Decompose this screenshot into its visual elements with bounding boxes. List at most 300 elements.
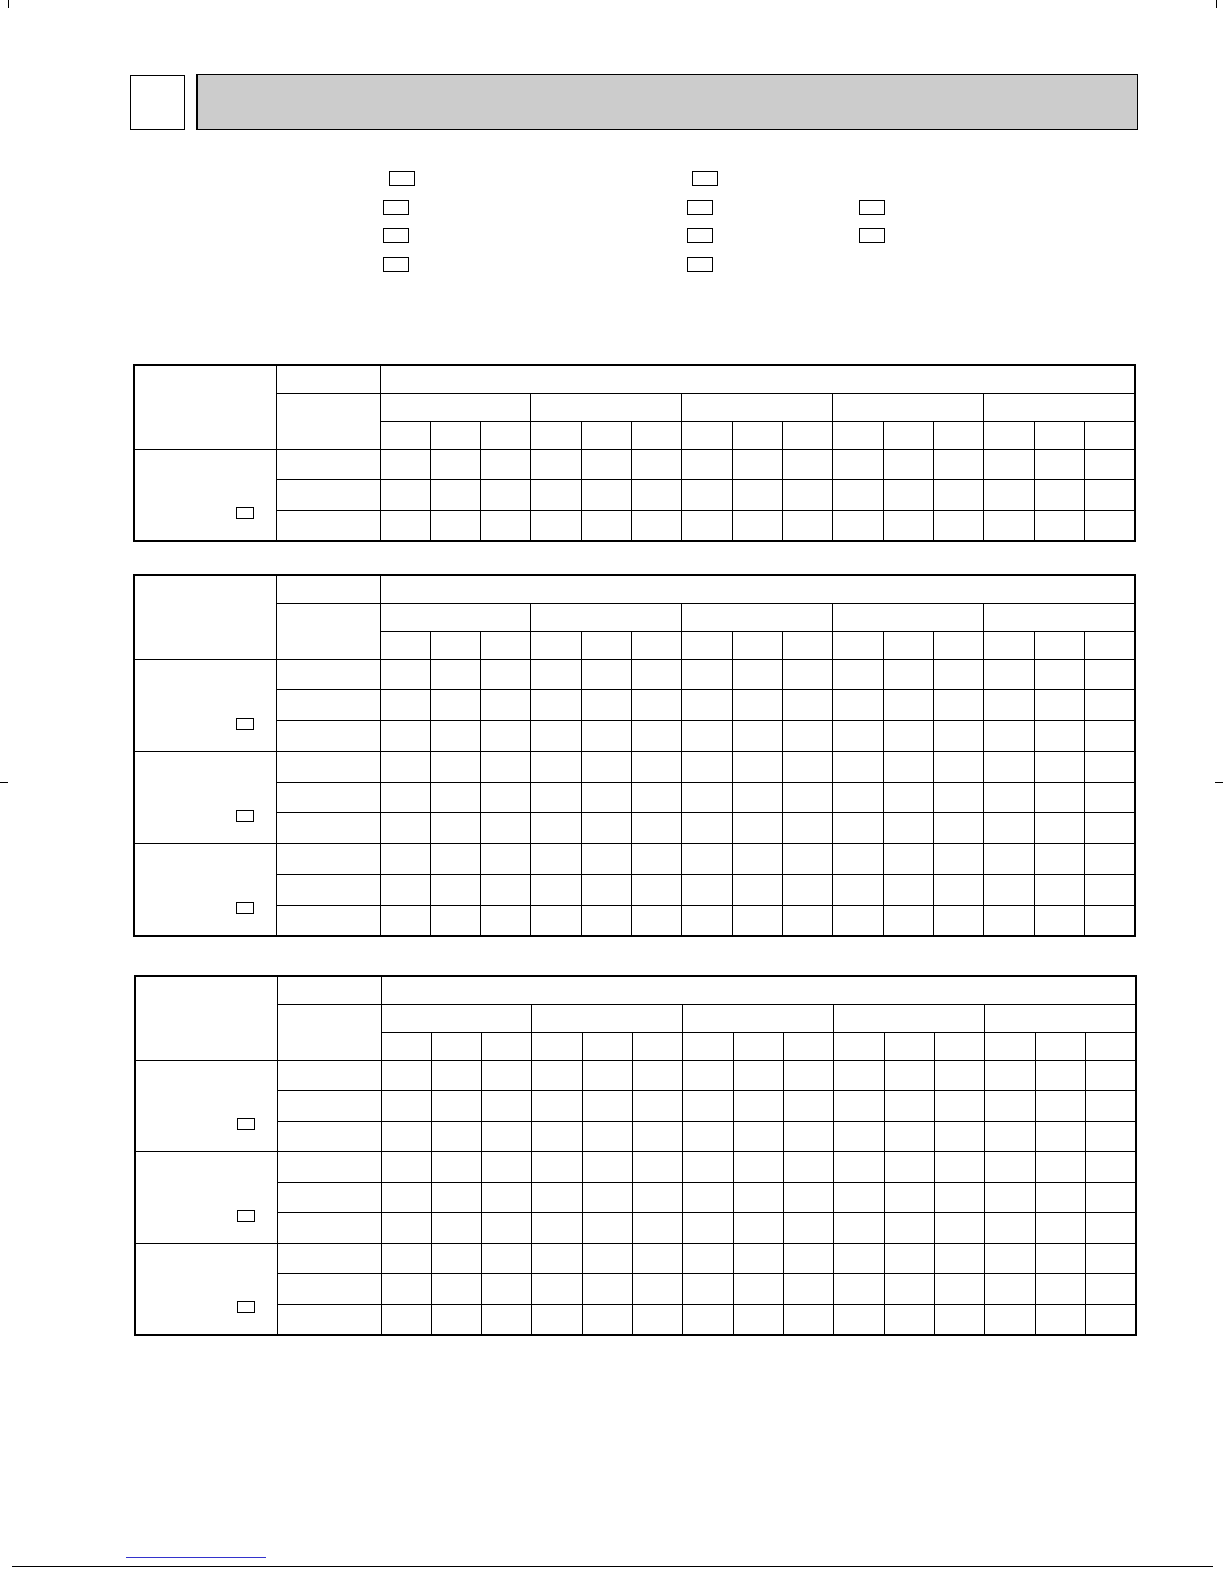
table-cell — [934, 875, 984, 906]
table-cell — [632, 721, 682, 752]
table-cell — [935, 1213, 985, 1244]
table-cell — [581, 721, 631, 752]
table-cell — [1034, 510, 1084, 541]
table-cell — [834, 1121, 884, 1152]
table-cell — [582, 1060, 632, 1091]
table-row — [134, 480, 1135, 511]
table-cell — [380, 844, 430, 875]
table-cell — [1034, 690, 1084, 721]
table-cell — [833, 690, 883, 721]
table-cell — [380, 659, 430, 690]
table-cell — [784, 1152, 834, 1183]
table-cell — [834, 1152, 884, 1183]
table-cell — [431, 1152, 481, 1183]
column-header — [431, 1032, 481, 1060]
table-cell — [733, 1091, 783, 1122]
table-cell — [682, 449, 732, 480]
table-cell — [633, 1091, 683, 1122]
table-cell — [783, 659, 833, 690]
table-cell — [582, 1152, 632, 1183]
row-group-label — [135, 1152, 277, 1244]
table-cell — [984, 510, 1034, 541]
table-cell — [1034, 813, 1084, 844]
table-cell — [733, 1152, 783, 1183]
column-header — [732, 631, 782, 659]
table-cell — [482, 1182, 532, 1213]
table-cell — [430, 721, 480, 752]
column-header — [381, 1032, 431, 1060]
table-cell — [683, 1182, 733, 1213]
table-cell — [732, 510, 782, 541]
table-cell — [1035, 1182, 1085, 1213]
table-cell — [883, 659, 933, 690]
table-row — [135, 1243, 1136, 1274]
table-cell — [984, 480, 1034, 511]
table-cell — [1085, 721, 1135, 752]
table-cell — [531, 844, 581, 875]
table-cell — [482, 1121, 532, 1152]
row-label — [276, 480, 380, 511]
table-cell — [833, 875, 883, 906]
group-marker-box — [237, 1301, 255, 1313]
table-cell — [834, 1274, 884, 1305]
table-cell — [632, 782, 682, 813]
table-cell — [833, 844, 883, 875]
table-cell — [1085, 751, 1135, 782]
column-header — [934, 421, 984, 449]
column-header — [833, 631, 883, 659]
row-label — [277, 1060, 381, 1091]
row-label — [276, 844, 380, 875]
header-label-cell — [276, 393, 380, 449]
column-group-header — [683, 1004, 834, 1032]
column-group-header — [381, 1004, 532, 1032]
table-cell — [732, 875, 782, 906]
table-cell — [833, 480, 883, 511]
column-group-header — [531, 393, 682, 421]
column-header — [1086, 1032, 1136, 1060]
legend-box — [687, 200, 713, 215]
table-row — [134, 721, 1135, 752]
table-cell — [733, 1060, 783, 1091]
table-cell — [1085, 480, 1135, 511]
table-cell — [833, 751, 883, 782]
table-cell — [883, 690, 933, 721]
table-cell — [582, 1121, 632, 1152]
table-cell — [532, 1091, 582, 1122]
table-cell — [633, 1152, 683, 1183]
table-cell — [531, 659, 581, 690]
table-cell — [582, 1213, 632, 1244]
table-cell — [633, 1304, 683, 1335]
legend-box — [389, 171, 415, 186]
table-cell — [380, 449, 430, 480]
table-cell — [783, 721, 833, 752]
column-header — [883, 421, 933, 449]
table-row — [134, 844, 1135, 875]
column-header — [582, 1032, 632, 1060]
table-cell — [682, 659, 732, 690]
table-cell — [632, 690, 682, 721]
table-cell — [683, 1060, 733, 1091]
column-header — [531, 421, 581, 449]
table-cell — [381, 1213, 431, 1244]
table-cell — [883, 875, 933, 906]
table-cell — [1034, 782, 1084, 813]
table-cell — [784, 1060, 834, 1091]
table-cell — [380, 480, 430, 511]
table-cell — [884, 1213, 934, 1244]
table-cell — [1034, 659, 1084, 690]
table-cell — [481, 690, 531, 721]
table-cell — [682, 751, 732, 782]
table-cell — [784, 1091, 834, 1122]
table-cell — [381, 1182, 431, 1213]
table-cell — [783, 751, 833, 782]
table-cell — [984, 449, 1034, 480]
column-header — [430, 421, 480, 449]
table-cell — [683, 1091, 733, 1122]
table-cell — [732, 844, 782, 875]
legend-box — [692, 171, 718, 186]
legend-box — [859, 200, 885, 215]
table-cell — [884, 1304, 934, 1335]
row-label — [276, 751, 380, 782]
row-label — [277, 1243, 381, 1274]
table-cell — [732, 659, 782, 690]
table-cell — [883, 449, 933, 480]
table-cell — [430, 690, 480, 721]
header-label-cell — [277, 1004, 381, 1060]
table-cell — [984, 721, 1034, 752]
table-cell — [1085, 690, 1135, 721]
table-cell — [784, 1243, 834, 1274]
table-row — [134, 690, 1135, 721]
table-cell — [883, 510, 933, 541]
table-cell — [783, 782, 833, 813]
row-label — [276, 690, 380, 721]
table-row — [135, 1060, 1136, 1091]
table-cell — [381, 1060, 431, 1091]
table-cell — [430, 480, 480, 511]
legend-box — [383, 200, 409, 215]
table-cell — [1086, 1152, 1136, 1183]
table-cell — [380, 751, 430, 782]
table-row — [134, 905, 1135, 936]
table-cell — [632, 659, 682, 690]
header-span-cell — [380, 365, 1135, 393]
table-cell — [581, 844, 631, 875]
table-cell — [935, 1182, 985, 1213]
table-cell — [481, 659, 531, 690]
table-cell — [633, 1182, 683, 1213]
table-cell — [732, 449, 782, 480]
table-cell — [883, 813, 933, 844]
table-row — [134, 782, 1135, 813]
table-cell — [481, 480, 531, 511]
table-cell — [481, 449, 531, 480]
column-header — [732, 421, 782, 449]
table-cell — [833, 721, 883, 752]
table-cell — [733, 1304, 783, 1335]
table-cell — [683, 1213, 733, 1244]
table-cell — [531, 813, 581, 844]
table-cell — [1085, 905, 1135, 936]
table-cell — [1035, 1060, 1085, 1091]
group-marker-box — [237, 1210, 255, 1222]
table-cell — [732, 782, 782, 813]
table-cell — [834, 1091, 884, 1122]
table-cell — [431, 1274, 481, 1305]
table-row — [135, 1121, 1136, 1152]
table-row — [134, 751, 1135, 782]
table-cell — [430, 844, 480, 875]
crop-mark — [1216, 0, 1217, 8]
table-cell — [482, 1274, 532, 1305]
table-cell — [481, 875, 531, 906]
table-cell — [532, 1060, 582, 1091]
table-cell — [581, 905, 631, 936]
column-header — [683, 1032, 733, 1060]
table-row — [134, 813, 1135, 844]
legend-box — [383, 228, 409, 243]
table-cell — [783, 844, 833, 875]
table-row — [135, 1182, 1136, 1213]
table-row — [134, 659, 1135, 690]
column-header — [632, 421, 682, 449]
column-header — [833, 421, 883, 449]
table-cell — [632, 813, 682, 844]
table-cell — [984, 905, 1034, 936]
table-cell — [430, 905, 480, 936]
table-cell — [430, 449, 480, 480]
table-cell — [1034, 721, 1084, 752]
column-header — [984, 631, 1034, 659]
table-cell — [581, 813, 631, 844]
table-cell — [633, 1213, 683, 1244]
table-cell — [1086, 1213, 1136, 1244]
row-label — [276, 905, 380, 936]
table-row — [134, 510, 1135, 541]
column-header — [633, 1032, 683, 1060]
table-cell — [431, 1182, 481, 1213]
table-cell — [532, 1121, 582, 1152]
table-cell — [431, 1304, 481, 1335]
header-span-cell — [381, 976, 1136, 1004]
legend-box — [687, 257, 713, 272]
column-header — [532, 1032, 582, 1060]
table-cell — [1034, 449, 1084, 480]
column-header — [380, 421, 430, 449]
table-cell — [1086, 1304, 1136, 1335]
table-cell — [883, 721, 933, 752]
row-group-label — [134, 449, 276, 541]
table-cell — [633, 1121, 683, 1152]
table-cell — [934, 510, 984, 541]
table-cell — [784, 1274, 834, 1305]
table-cell — [683, 1121, 733, 1152]
column-header — [985, 1032, 1035, 1060]
header-span-cell — [380, 575, 1135, 603]
table-cell — [581, 480, 631, 511]
table-cell — [380, 813, 430, 844]
table-row — [135, 1091, 1136, 1122]
table-2 — [133, 574, 1136, 937]
table-cell — [985, 1304, 1035, 1335]
row-label — [277, 1304, 381, 1335]
table-cell — [732, 751, 782, 782]
table-cell — [934, 480, 984, 511]
row-group-label — [135, 1243, 277, 1335]
column-header — [884, 1032, 934, 1060]
table-cell — [934, 813, 984, 844]
table-cell — [984, 813, 1034, 844]
table-cell — [985, 1274, 1035, 1305]
table-cell — [732, 813, 782, 844]
group-marker-box — [237, 1118, 255, 1130]
footer-rule — [12, 1566, 1213, 1567]
table-cell — [481, 782, 531, 813]
group-marker-box — [236, 902, 254, 914]
row-group-label — [134, 844, 276, 936]
table-cell — [1086, 1243, 1136, 1274]
table-cell — [1085, 782, 1135, 813]
row-label — [276, 449, 380, 480]
table-cell — [632, 480, 682, 511]
table-cell — [984, 690, 1034, 721]
table-cell — [531, 480, 581, 511]
table-cell — [883, 751, 933, 782]
table-cell — [934, 659, 984, 690]
table-row — [135, 1152, 1136, 1183]
table-cell — [381, 1152, 431, 1183]
table-cell — [581, 875, 631, 906]
section-number-box — [130, 75, 185, 130]
table-cell — [784, 1213, 834, 1244]
table-cell — [934, 905, 984, 936]
column-group-header — [682, 393, 833, 421]
table-cell — [683, 1274, 733, 1305]
table-cell — [581, 690, 631, 721]
table-cell — [531, 905, 581, 936]
table-cell — [1035, 1152, 1085, 1183]
table-cell — [582, 1243, 632, 1274]
table-cell — [884, 1121, 934, 1152]
table-cell — [531, 782, 581, 813]
table-cell — [934, 782, 984, 813]
table-cell — [833, 659, 883, 690]
row-label — [276, 875, 380, 906]
table-1 — [133, 364, 1136, 542]
column-header — [1085, 631, 1135, 659]
column-group-header — [833, 603, 984, 631]
table-cell — [784, 1182, 834, 1213]
table-cell — [884, 1274, 934, 1305]
table-cell — [1034, 844, 1084, 875]
table-cell — [481, 844, 531, 875]
column-header — [733, 1032, 783, 1060]
table-cell — [431, 1243, 481, 1274]
table-cell — [481, 813, 531, 844]
table-cell — [985, 1182, 1035, 1213]
table-cell — [1086, 1121, 1136, 1152]
table-cell — [883, 844, 933, 875]
table-cell — [984, 782, 1034, 813]
table-cell — [934, 690, 984, 721]
table-cell — [1086, 1182, 1136, 1213]
table-cell — [430, 510, 480, 541]
table-cell — [1085, 813, 1135, 844]
table-cell — [1034, 905, 1084, 936]
table-cell — [682, 480, 732, 511]
table-cell — [834, 1060, 884, 1091]
table-cell — [430, 875, 480, 906]
table-cell — [884, 1060, 934, 1091]
column-header — [581, 631, 631, 659]
table-cell — [532, 1304, 582, 1335]
table-cell — [833, 813, 883, 844]
column-header — [934, 631, 984, 659]
table-cell — [985, 1121, 1035, 1152]
table-cell — [431, 1060, 481, 1091]
table-cell — [884, 1152, 934, 1183]
table-cell — [633, 1243, 683, 1274]
table-cell — [1035, 1091, 1085, 1122]
table-cell — [482, 1213, 532, 1244]
table-cell — [934, 721, 984, 752]
row-label — [277, 1152, 381, 1183]
group-marker-box — [236, 718, 254, 730]
group-marker-box — [236, 507, 254, 519]
table-cell — [732, 721, 782, 752]
footer-link[interactable] — [126, 1557, 266, 1558]
table-cell — [381, 1304, 431, 1335]
table-cell — [733, 1243, 783, 1274]
table-cell — [935, 1304, 985, 1335]
table-cell — [430, 813, 480, 844]
table-cell — [984, 659, 1034, 690]
table-cell — [985, 1152, 1035, 1183]
table-cell — [481, 751, 531, 782]
table-cell — [582, 1182, 632, 1213]
column-header — [784, 1032, 834, 1060]
column-group-header — [984, 603, 1135, 631]
table-cell — [783, 480, 833, 511]
table-cell — [381, 1091, 431, 1122]
column-group-header — [380, 393, 531, 421]
table-cell — [581, 510, 631, 541]
table-cell — [430, 751, 480, 782]
row-label — [277, 1182, 381, 1213]
table-cell — [1085, 659, 1135, 690]
table-3 — [134, 975, 1137, 1336]
table-cell — [531, 690, 581, 721]
table-row — [135, 1304, 1136, 1335]
table-cell — [482, 1091, 532, 1122]
table-cell — [883, 905, 933, 936]
table-cell — [784, 1304, 834, 1335]
table-cell — [481, 905, 531, 936]
table-cell — [380, 782, 430, 813]
column-header — [1034, 421, 1084, 449]
table-cell — [834, 1304, 884, 1335]
table-cell — [1035, 1213, 1085, 1244]
legend-box — [859, 228, 885, 243]
table-cell — [935, 1274, 985, 1305]
column-header — [682, 631, 732, 659]
table-cell — [633, 1274, 683, 1305]
table-cell — [935, 1060, 985, 1091]
